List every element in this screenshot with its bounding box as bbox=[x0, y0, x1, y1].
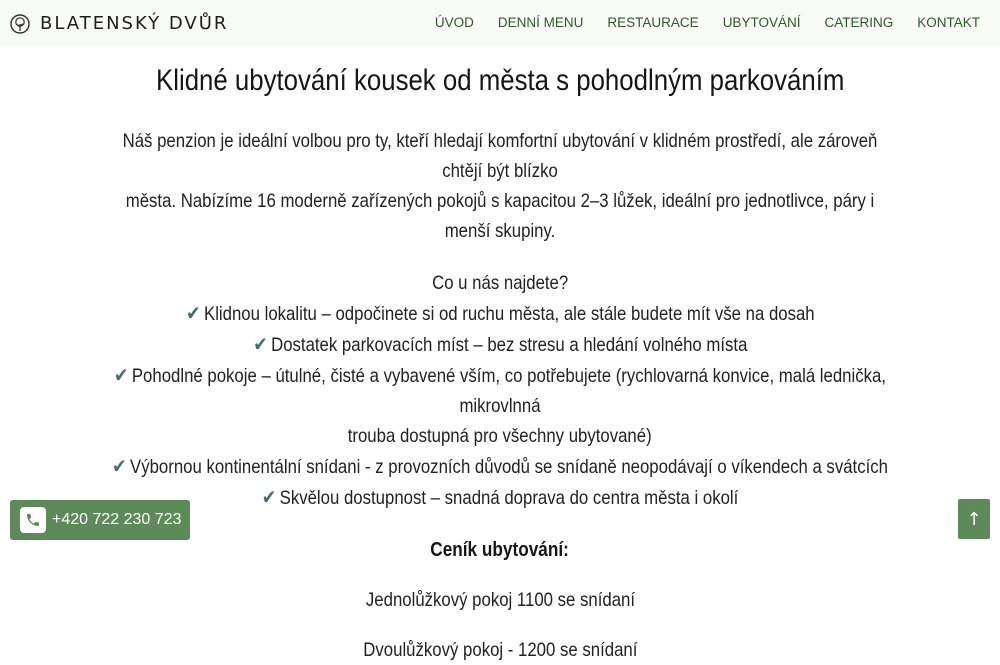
site-header bbox=[0, 0, 1000, 46]
phone-number: +420 722 230 723 bbox=[52, 511, 182, 528]
nav-item-ubytovani[interactable]: UBYTOVÁNÍ bbox=[722, 15, 801, 30]
check-icon: ✔ bbox=[261, 485, 277, 509]
main-content bbox=[0, 46, 1000, 665]
scroll-to-top-button[interactable] bbox=[958, 499, 990, 539]
logo-text: BLATENSKÝ DVŮR bbox=[40, 13, 229, 34]
price-item: Dvoulůžkový pokoj - 1200 se snídaní bbox=[362, 639, 638, 661]
page-title: Klidné ubytování kousek od města s pohodlným parkováním bbox=[155, 64, 845, 97]
nav-item-uvod[interactable]: ÚVOD bbox=[434, 15, 474, 30]
intro-line: Náš penzion je ideální volbou pro ty, kteří hledají komfortní ubytování v klidném prostředí, ale zároveň chtějí být blízko bbox=[122, 130, 878, 182]
phone-call-button[interactable] bbox=[10, 500, 190, 540]
nav-item-restaurace[interactable]: RESTAURACE bbox=[607, 15, 699, 30]
list-item: ✔ Výbornou kontinentální snídani - z provozních důvodů se snídaně neopodávají o víkendech a svátcích bbox=[112, 454, 888, 478]
logo[interactable] bbox=[10, 13, 228, 34]
nav-item-catering[interactable]: CATERING bbox=[824, 15, 894, 30]
check-icon: ✔ bbox=[113, 363, 129, 387]
tree-logo-icon bbox=[10, 14, 30, 34]
nav-item-kontakt[interactable]: KONTAKT bbox=[917, 15, 980, 30]
list-item-continuation: trouba dostupná pro všechny ubytované) bbox=[348, 425, 652, 447]
intro-line: města. Nabízíme 16 moderně zařízených pokojů s kapacitou 2–3 lůžek, ideální pro jednotlivce, páry i menší skupiny. bbox=[125, 190, 875, 242]
nav-item-denni-menu[interactable]: DENNÍ MENU bbox=[497, 15, 584, 30]
phone-icon bbox=[20, 507, 46, 533]
list-item: ✔ Dostatek parkovacích míst – bez stresu a hledání volného místa bbox=[252, 332, 748, 356]
main-nav bbox=[411, 15, 980, 30]
check-icon: ✔ bbox=[112, 454, 127, 478]
arrow-up-icon: ↑ bbox=[966, 508, 982, 530]
features-heading: Co u nás najdete? bbox=[431, 272, 569, 294]
list-item: ✔ Pohodlné pokoje – útulné, čisté a vybavené vším, co potřebujete (rychlovarná konvice, malá lednička, mikrovlnná bbox=[113, 363, 887, 417]
features-list bbox=[40, 268, 960, 513]
intro-paragraph bbox=[40, 126, 960, 246]
price-item: Jednolůžkový pokoj 1100 se snídaní bbox=[365, 589, 635, 611]
check-icon: ✔ bbox=[185, 301, 201, 325]
list-item: ✔ Skvělou dostupnost – snadná doprava do centra města i okolí bbox=[261, 485, 739, 509]
check-icon: ✔ bbox=[252, 332, 268, 356]
list-item: ✔ Klidnou lokalitu – odpočinete si od ruchu města, ale stále budete mít vše na dosah bbox=[185, 301, 815, 325]
price-heading: Ceník ubytování: bbox=[430, 539, 570, 561]
